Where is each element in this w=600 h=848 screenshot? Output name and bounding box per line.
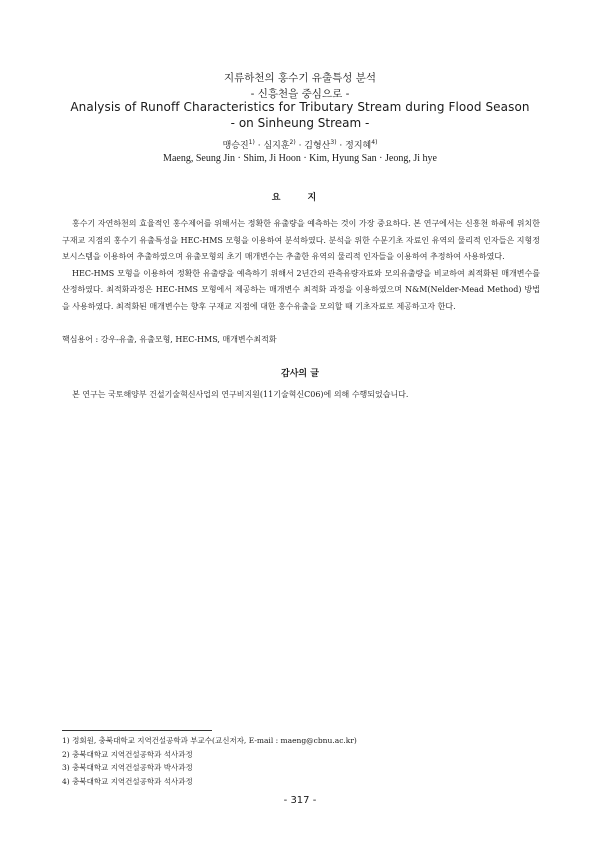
author-mark: 1) [248,139,255,146]
author-separator: · [295,141,305,151]
authors-english: Maeng, Seung Jin · Shim, Ji Hoon · Kim, Hyung San · Jeong, Ji hye [163,153,437,164]
page-number: - 317 - [283,795,317,806]
keywords: 핵심용어 : 강우-유출, 유출모형, HEC-HMS, 매개변수최적화 [62,335,277,344]
footnote-1: 1) 정회원, 충북대학교 지역건설공학과 부교수(교신저자, E-mail : maeng@cbnu.ac.kr) [62,736,357,745]
footnotes [62,734,357,788]
author-name: 정지혜 [345,141,372,151]
author-mark: 3) [330,139,337,146]
author-name: 김형산 [304,141,331,151]
paper-title-korean: 지류하천의 홍수기 유출특성 분석 [223,72,376,84]
abstract-paragraph-1: 홍수기 자연하천의 효율적인 홍수제어를 위해서는 정확한 유출량을 예측하는 것이 가장 중요하다. 본 연구에서는 신흥천 하류에 위치한 구재교 지점의 홍수기 유출특성을 HEC-HMS 모형을 이용하여 분석하였다. 분석을 위한 수문기초 자료인 유역의 물리적 인자들은 지형정보시스템을 이용하여 추출하였으며 유출모형의 초기 매개변수는 추출한 유역의 물리적 인자들을 이용하여 추정하여 사용하였다. [62,219,540,261]
footnote-4: 4) 충북대학교 지역건설공학과 석사과정 [62,776,193,786]
abstract-heading: 요 지 [271,193,329,203]
author-mark: 4) [371,139,378,146]
footnote-2: 2) 충북대학교 지역건설공학과 석사과정 [62,749,193,759]
author-1 [223,141,255,151]
author-2 [263,141,295,151]
abstract-paragraph-2: HEC-HMS 모형을 이용하여 정확한 유출량을 예측하기 위해서 2년간의 관측유량자료와 모의유출량을 비교하여 최적화된 매개변수를 산정하였다. 최적화과정은 HEC-HMS 모형에서 제공하는 매개변수 최적화 과정을 이용하였으며 N&M(Nelder-Mead Method) 방법을 사용하였다. 최적화된 매개변수는 향후 구재교 지점에 대한 홍수유출을 모의할 때 기초자료로 제공하고자 한다. [62,268,540,311]
acknowledgement-heading: 감사의 글 [281,369,319,379]
footnote-divider [62,730,212,731]
author-name: 심지훈 [263,141,290,151]
paper-title-english: Analysis of Runoff Characteristics for Tributary Stream during Flood Season [70,100,530,114]
acknowledgement-text: 본 연구는 국토해양부 건설기술혁신사업의 연구비지원(11기술혁신C06)에 의해 수행되었습니다. [72,390,409,399]
paper-subtitle-english: - on Sinheung Stream - [230,116,370,130]
footnote-3: 3) 충북대학교 지역건설공학과 박사과정 [62,763,193,772]
paper-subtitle-korean: - 신흥천을 중심으로 - [250,88,350,100]
author-separator: · [254,141,264,151]
authors-korean [0,138,600,151]
author-3 [304,141,336,151]
author-4 [345,141,377,151]
author-name: 맹승진 [222,141,249,151]
abstract-body [62,216,540,315]
author-mark: 2) [289,139,296,146]
author-separator: · [336,141,346,151]
